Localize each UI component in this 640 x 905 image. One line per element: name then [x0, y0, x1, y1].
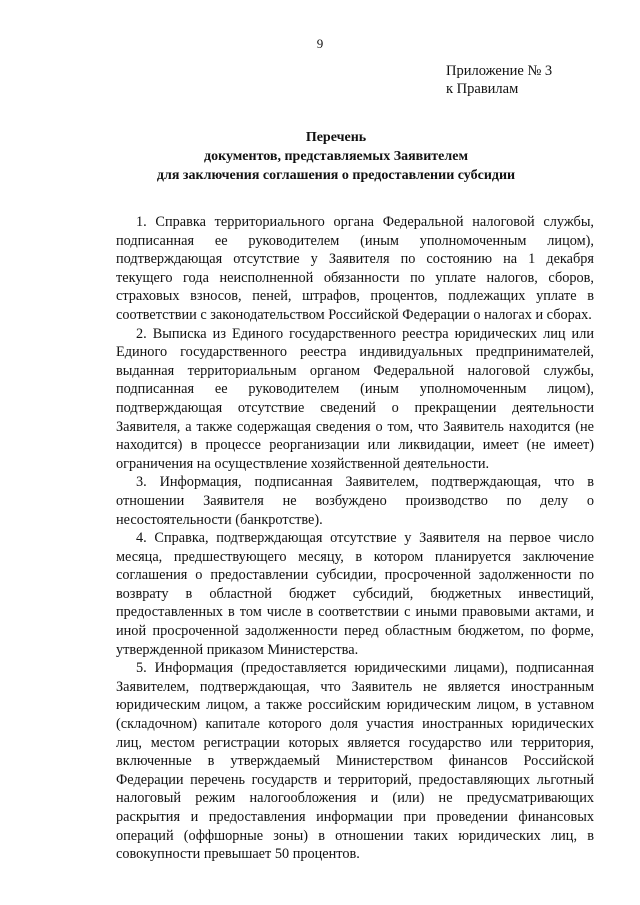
page-number: 9: [316, 36, 324, 51]
document-title: [60, 128, 612, 185]
appendix-number: Приложение № 3: [446, 63, 553, 79]
list-item-2: 2. Выписка из Единого государственного реестра юридических лиц или Единого государственного реестра индивидуальных предпринимателей, выданная территориальным органом Федеральной налоговой службы, подписанная ее руководителем (иным уполномоченным лицом), подтверждающая отсутствие сведений о прекращении деятельности Заявителя, а также содержащая сведения о том, что Заявитель находится (не находится) в процессе реорганизации или ликвидации, имеет (не имеет) ограничения на осуществление хозяйственной деятельности.: [116, 325, 594, 472]
list-item-4: 4. Справка, подтверждающая отсутствие у Заявителя на первое число месяца, предшествующего месяцу, в котором планируется заключение соглашения о предоставлении субсидии, просроченной задолженности по возврату в областной бюджет субсидий, бюджетных инвестиций, предоставленных в том числе в соответствии с иными правовыми актами, и иной просроченной задолженности перед областным бюджетом, по форме, утвержденной приказом Министерства.: [116, 530, 594, 658]
appendix-rules: к Правилам: [446, 81, 519, 97]
appendix-reference: [446, 62, 552, 98]
title-line-2: документов, представляемых Заявителем: [204, 149, 468, 164]
title-line-3: для заключения соглашения о предоставлении субсидии: [156, 168, 516, 183]
document-body: [116, 213, 594, 864]
title-line-1: Перечень: [305, 130, 367, 145]
list-item-3: 3. Информация, подписанная Заявителем, подтверждающая, что в отношении Заявителя не возбуждено производство по делу о несостоятельности (банкротстве).: [116, 474, 594, 528]
list-item-5: 5. Информация (предоставляется юридическими лицами), подписанная Заявителем, подтверждающая, что Заявитель не является иностранным юридическим лицом, а также российским юридическим лицом, в уставном (складочном) капитале которого доля участия иностранных юридических лиц, местом регистрации которых является государство или территория, включенные в утверждаемый Министерством финансов Российской Федерации перечень государств и территорий, предоставляющих льготный налоговый режим налогообложения и (или) не предусматривающих раскрытия и предоставления информации при проведении финансовых операций (оффшорные зоны) в отношении таких юридических лиц, в совокупности превышает 50 процентов.: [116, 660, 594, 863]
list-item-1: 1. Справка территориального органа Федеральной налоговой службы, подписанная ее руководителем (иным уполномоченным лицом), подтверждающая отсутствие у Заявителя по состоянию на 1 декабря текущего года неисполненной обязанности по уплате налогов, сборов, страховых взносов, пеней, штрафов, процентов, подлежащих уплате в соответствии с законодательством Российской Федерации о налогах и сборах.: [116, 214, 594, 323]
